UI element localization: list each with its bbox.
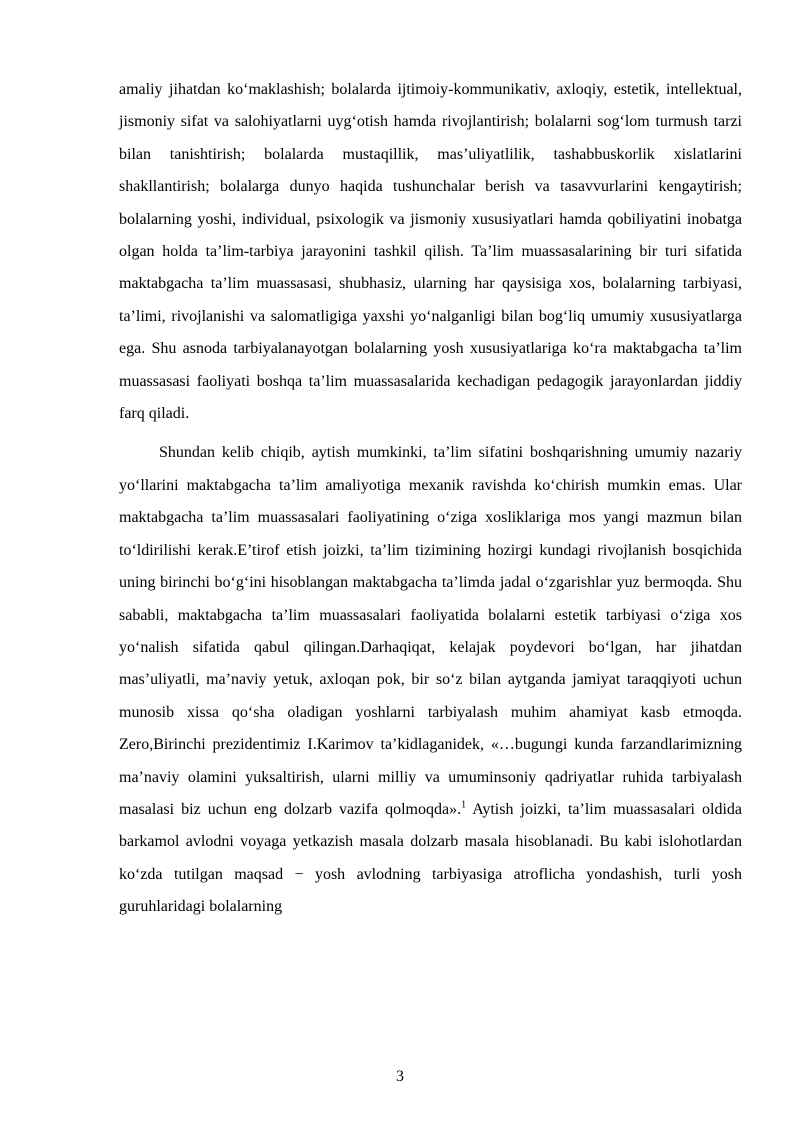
body-text [119, 74, 742, 924]
paragraph-text-before-footnote: Shundan kelib chiqib, aytish mumkinki, ta’lim sifatini boshqarishning umumiy nazariy yo‘llarini maktabgacha ta’lim amaliyotiga mexanik ravishda ko‘chirish mumkin emas. Ular maktabgacha ta’lim muassasalari faoliyatining o‘ziga xosliklariga mos yangi mazmun bilan to‘ldirilishi kerak.E’tirof etish joizki, ta’lim tizimining hozirgi kundagi rivojlanish bosqichida uning birinchi bo‘g‘ini hisoblangan maktabgacha ta’limda jadal o‘zgarishlar yuz bermoqda. Shu sababli, maktabgacha ta’lim muassasalari faoliyatida bolalarni estetik tarbiyasi o‘ziga xos yo‘nalish sifatida qabul qilingan.Darhaqiqat, kelajak poydevori bo‘lgan, har jihatdan mas’uliyatli, ma’naviy yetuk, axloqan pok, bir so‘z bilan aytganda jamiyat taraqqiyoti uchun munosib xissa qo‘sha oladigan yoshlarni tarbiyalash muhim ahamiyat kasb etmoqda. Zero,Birinchi prezidentimiz I.Karimov ta’kidlaganidek, «…bugungi kunda farzandlarimizning ma’naviy olamini yuksaltirish, ularni milliy va umuminsoniy qadriyatlar ruhida tarbiyalash masalasi biz uchun eng dolzarb vazifa qolmoqda». [119, 444, 742, 818]
page-number: 3 [396, 1068, 404, 1085]
paragraph-continued: amaliy jihatdan ko‘maklashish; bolalarda ijtimoiy-kommunikativ, axloqiy, estetik, intellektual, jismoniy sifat va salohiyatlarni uyg‘otish hamda rivojlantirish; bolalarni sog‘lom turmush tarzi bilan tanishtirish; bolalarda mustaqillik, mas’uliyatlilik, tashabbuskorlik xislatlarini shakllantirish; bolalarga dunyo haqida tushunchalar berish va tasavvurlarini kengaytirish; bolalarning yoshi, individual, psixologik va jismoniy xususiyatlari hamda qobiliyatini inobatga olgan holda ta’lim-tarbiya jarayonini tashkil qilish. Ta’lim muassasalarining bir turi sifatida maktabgacha ta’lim muassasasi, shubhasiz, ularning har qaysisiga xos, bolalarning tarbiyasi, ta’limi, rivojlanishi va salomatligiga yaxshi yo‘nalganligi bilan bog‘liq umumiy xususiyatlarga ega. Shu asnoda tarbiyalanayotgan bolalarning yosh xususiyatlariga ko‘ra maktabgacha ta’lim muassasasi faoliyati boshqa ta’lim muassasalarida kechadigan pedagogik jarayonlardan jiddiy farq qiladi. [119, 81, 742, 423]
paragraph-indented [119, 437, 742, 923]
footnote-marker[interactable]: 1 [461, 799, 467, 811]
paragraph-text-after-footnote: Aytish joizki, ta’lim muassasalari oldida barkamol avlodni voyaga yetkazish masala dolzarb masala hisoblanadi. Bu kabi islohotlardan ko‘zda tutilgan maqsad − yosh avlodning tarbiyasiga atroflicha yondashish, turli yosh guruhlaridagi bolalarning [119, 800, 742, 916]
